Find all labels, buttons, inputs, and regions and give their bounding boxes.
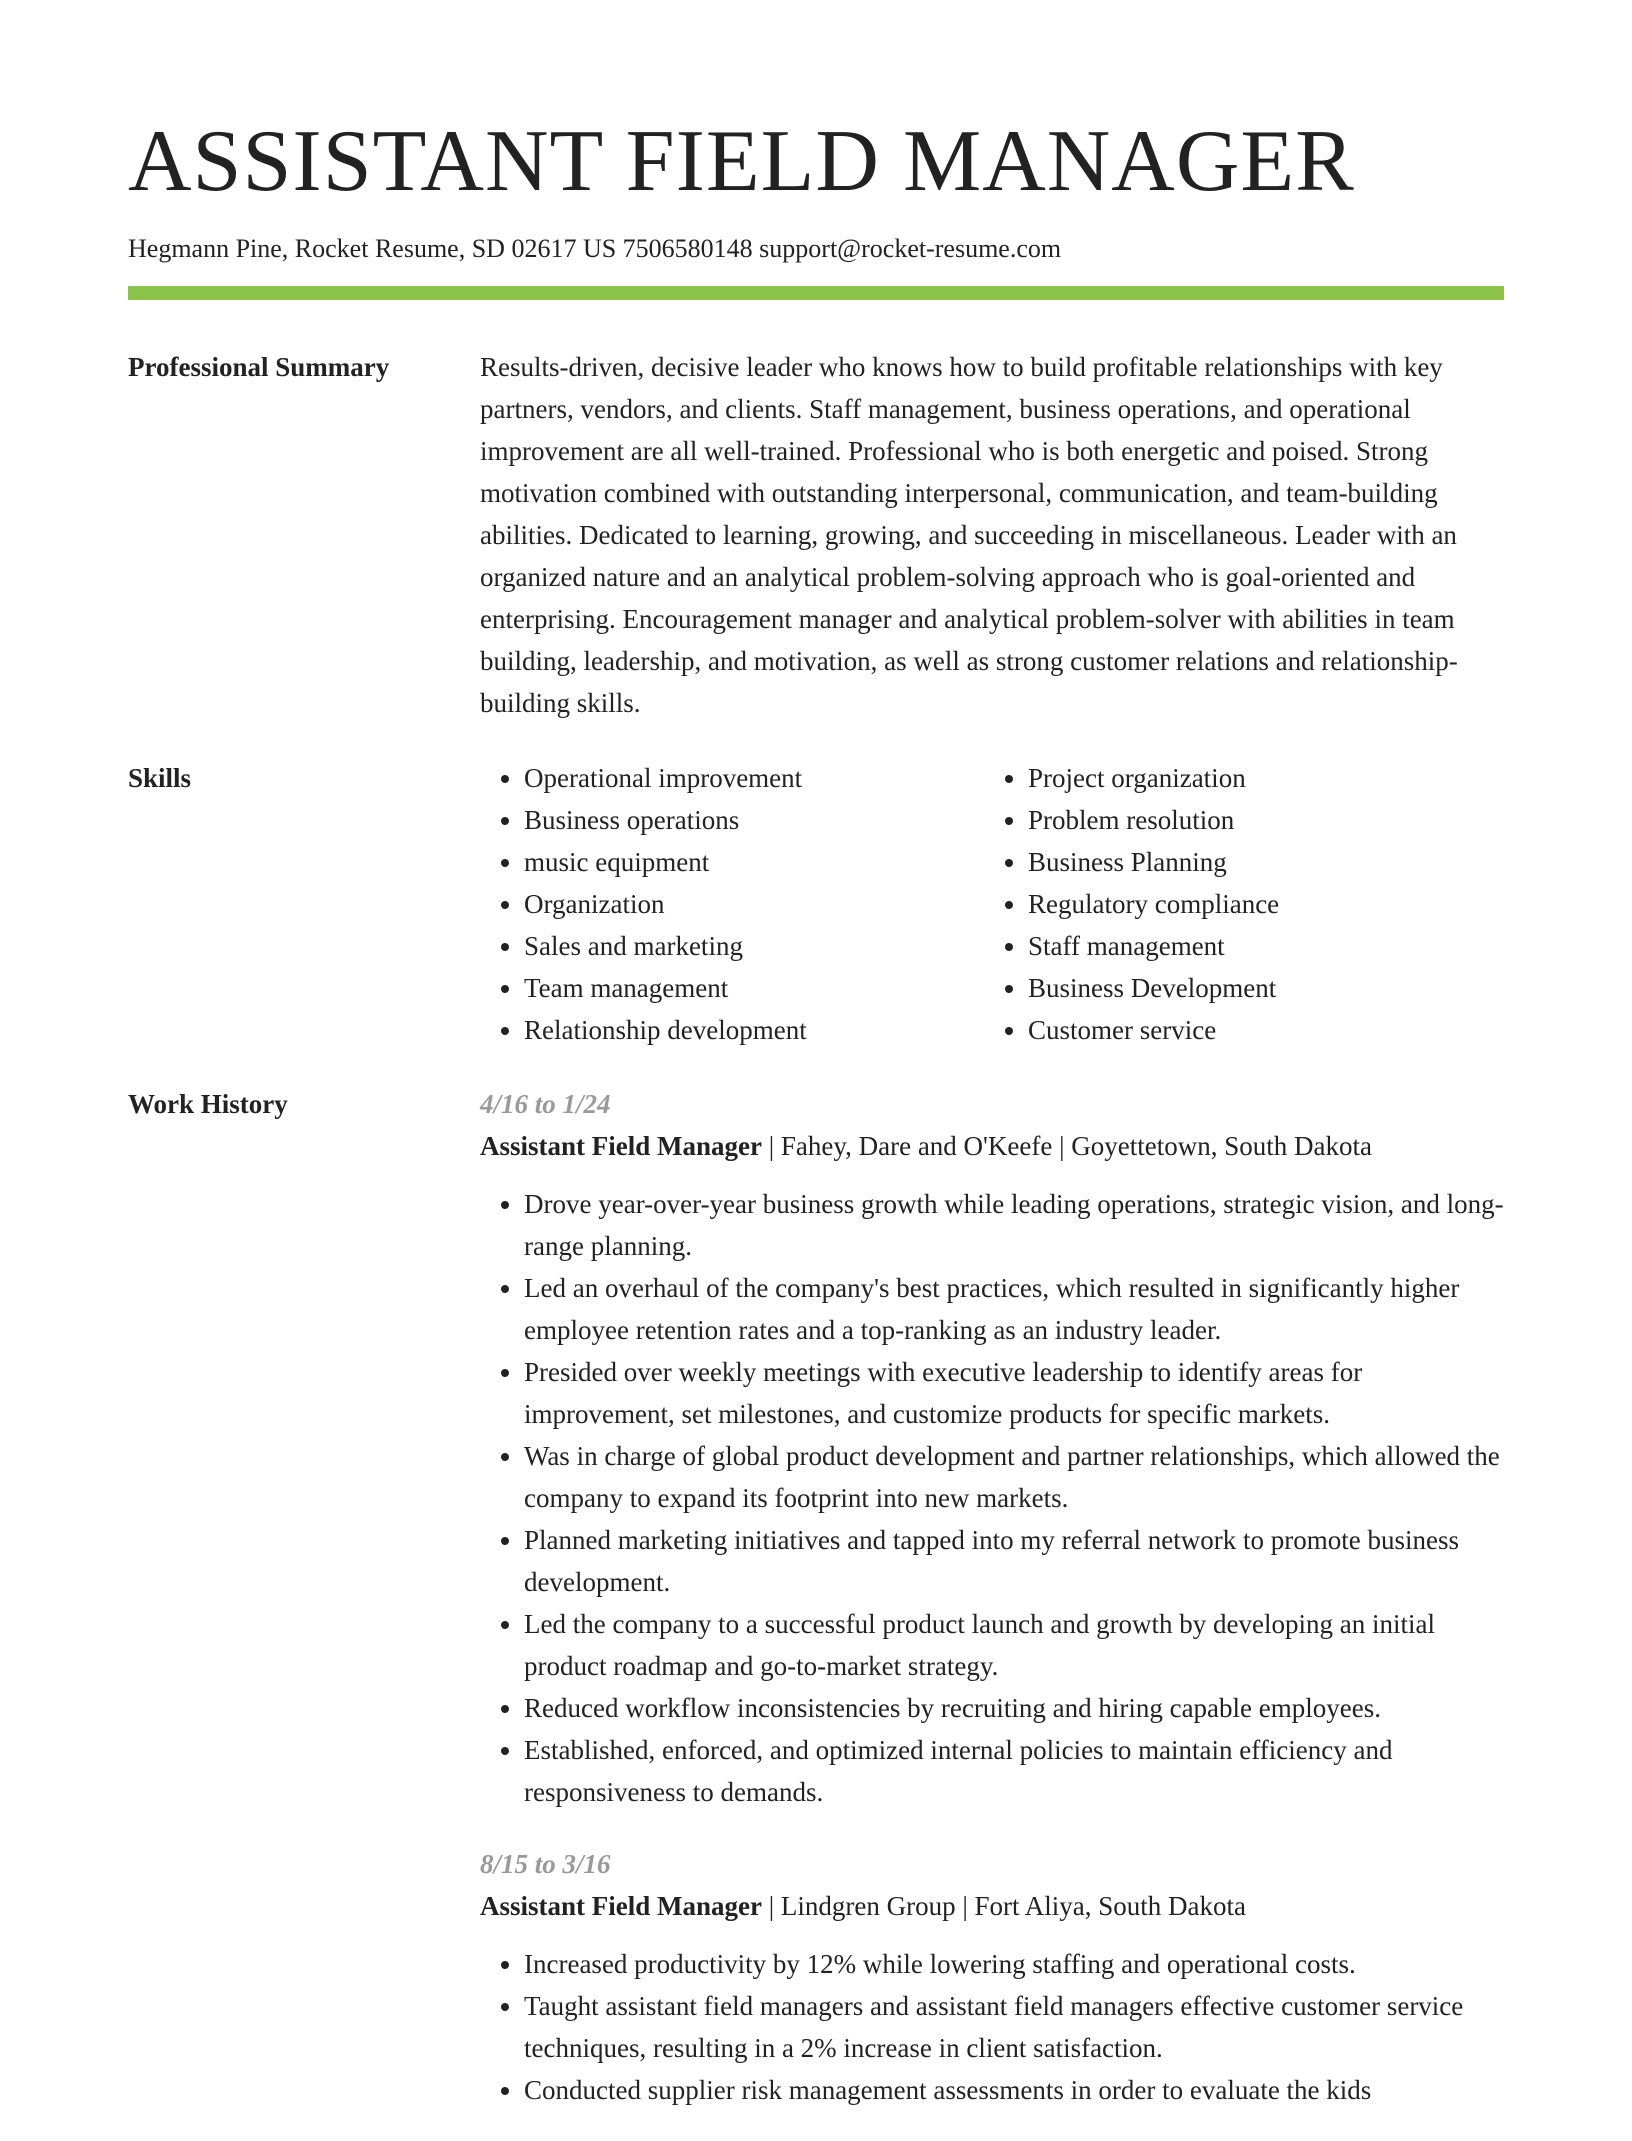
job-bullets bbox=[480, 1943, 1504, 2111]
skill-item: • Operational improvement bbox=[524, 757, 984, 799]
header-divider bbox=[128, 286, 1504, 300]
work-history-list bbox=[480, 1083, 1504, 2141]
job-bullet: • Drove year-over-year business growth while leading operations, strategic vision, and long-range planning. bbox=[524, 1183, 1504, 1267]
job-dates: 8/15 to 3/16 bbox=[480, 1849, 611, 1879]
skill-item: • Business operations bbox=[524, 799, 984, 841]
summary-text: Results-driven, decisive leader who knows how to build profitable relationships with key partners, vendors, and clients. Staff management, business operations, and operational improvement are all well-trained. Professional who is both energetic and poised. Strong motivation combined with outstanding interpersonal, communication, and team-building abilities. Dedicated to learning, growing, and succeeding in miscellaneous. Leader with an organized nature and an analytical problem-solving approach who is goal-oriented and enterprising. Encouragement manager and analytical problem-solver with abilities in team building, leadership, and motivation, as well as strong customer relations and relationship-building skills. bbox=[480, 352, 1458, 718]
job-bullet: • Was in charge of global product development and partner relationships, which allowed the company to expand its footprint into new markets. bbox=[524, 1435, 1504, 1519]
job-bullet: • Led an overhaul of the company's best practices, which resulted in significantly higher employee retention rates and a top-ranking as an industry leader. bbox=[524, 1267, 1504, 1351]
skills-list-right bbox=[984, 757, 1488, 1051]
skill-item: • Sales and marketing bbox=[524, 925, 984, 967]
contact-info: Hegmann Pine, Rocket Resume, SD 02617 US 7506580148 support@rocket-resume.com bbox=[128, 234, 1062, 263]
job-title: Assistant Field Manager bbox=[480, 1891, 762, 1921]
job-company-location: | Fahey, Dare and O'Keefe | Goyettetown, South Dakota bbox=[761, 1131, 1372, 1161]
skill-item: • Organization bbox=[524, 883, 984, 925]
skill-item: • Relationship development bbox=[524, 1009, 984, 1051]
job-company-location: | Lindgren Group | Fort Aliya, South Dakota bbox=[761, 1891, 1246, 1921]
skill-item: • music equipment bbox=[524, 841, 984, 883]
summary-heading: Professional Summary bbox=[128, 352, 390, 382]
job-bullet: • Planned marketing initiatives and tapped into my referral network to promote business development. bbox=[524, 1519, 1504, 1603]
job-bullets bbox=[480, 1183, 1504, 1813]
job-title: Assistant Field Manager bbox=[480, 1131, 762, 1161]
skill-item: • Business Planning bbox=[1028, 841, 1488, 883]
skill-item: • Regulatory compliance bbox=[1028, 883, 1488, 925]
job-entry bbox=[480, 1843, 1504, 2111]
job-bullet: • Established, enforced, and optimized internal policies to maintain efficiency and responsiveness to demands. bbox=[524, 1729, 1504, 1813]
skills-heading: Skills bbox=[128, 763, 192, 793]
skill-item: • Customer service bbox=[1028, 1009, 1488, 1051]
work-history-heading: Work History bbox=[128, 1089, 288, 1119]
skill-item: • Staff management bbox=[1028, 925, 1488, 967]
job-bullet: • Reduced workflow inconsistencies by recruiting and hiring capable employees. bbox=[524, 1687, 1504, 1729]
skill-item: • Project organization bbox=[1028, 757, 1488, 799]
skills-list-left bbox=[480, 757, 984, 1051]
resume-title: ASSISTANT FIELD MANAGER bbox=[128, 113, 1355, 210]
job-bullet: • Increased productivity by 12% while lowering staffing and operational costs. bbox=[524, 1943, 1504, 1985]
job-header bbox=[480, 1125, 1504, 1167]
job-header bbox=[480, 1885, 1504, 1927]
job-bullet: • Presided over weekly meetings with executive leadership to identify areas for improvement, set milestones, and customize products for specific markets. bbox=[524, 1351, 1504, 1435]
job-entry bbox=[480, 1083, 1504, 1813]
job-bullet: • Taught assistant field managers and assistant field managers effective customer service techniques, resulting in a 2% increase in client satisfaction. bbox=[524, 1985, 1504, 2069]
job-dates: 4/16 to 1/24 bbox=[480, 1089, 611, 1119]
skill-item: • Business Development bbox=[1028, 967, 1488, 1009]
skill-item: • Problem resolution bbox=[1028, 799, 1488, 841]
job-bullet: • Conducted supplier risk management assessments in order to evaluate the kids bbox=[524, 2069, 1504, 2111]
skill-item: • Team management bbox=[524, 967, 984, 1009]
job-bullet: • Led the company to a successful product launch and growth by developing an initial product roadmap and go-to-market strategy. bbox=[524, 1603, 1504, 1687]
